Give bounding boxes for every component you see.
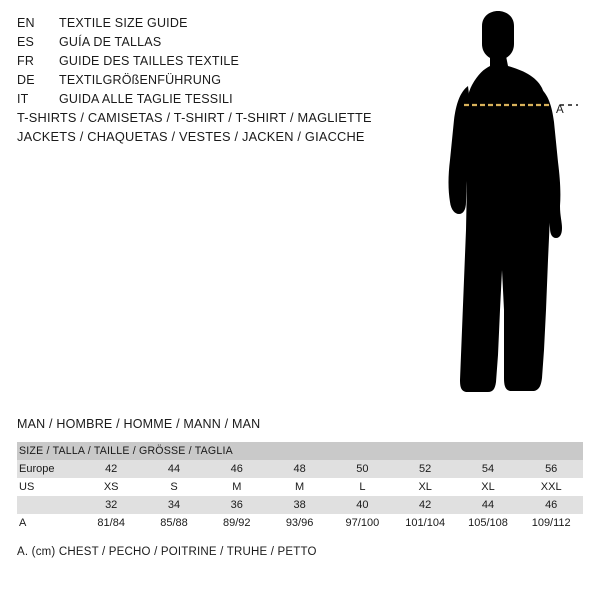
language-row (17, 35, 367, 54)
silhouette-svg (410, 10, 600, 410)
cell: 48 (268, 460, 331, 478)
language-text: GUÍA DE TALLAS (59, 35, 162, 49)
category-list (17, 110, 437, 148)
cell: 38 (268, 496, 331, 514)
language-text: TEXTILGRÖßENFÜHRUNG (59, 73, 222, 87)
cell: 54 (457, 460, 520, 478)
cell: 56 (519, 460, 583, 478)
row-label-us: US (17, 478, 80, 496)
table-footnote: A. (cm) CHEST / PECHO / POITRINE / TRUHE / PETTO (17, 546, 317, 558)
table-row (17, 460, 583, 478)
table-row (17, 514, 583, 532)
language-code: EN (17, 16, 35, 30)
language-row (17, 54, 367, 73)
cell: 42 (80, 460, 143, 478)
cell: XS (80, 478, 143, 496)
cell: 89/92 (205, 514, 268, 532)
cell: 46 (205, 460, 268, 478)
table-title: MAN / HOMBRE / HOMME / MANN / MAN (17, 417, 261, 431)
cell: 97/100 (331, 514, 394, 532)
table-row (17, 496, 583, 514)
row-label-a: A (17, 514, 80, 532)
language-text: GUIDA ALLE TAGLIE TESSILI (59, 92, 233, 106)
cell: 42 (394, 496, 457, 514)
cell: 105/108 (457, 514, 520, 532)
language-code: DE (17, 73, 35, 87)
cell: M (205, 478, 268, 496)
cell: 109/112 (519, 514, 583, 532)
language-code: ES (17, 35, 35, 49)
size-table (17, 442, 583, 532)
cell: 34 (143, 496, 206, 514)
cell: 36 (205, 496, 268, 514)
cell: 52 (394, 460, 457, 478)
cell: L (331, 478, 394, 496)
table-row-header (17, 442, 583, 460)
language-text: TEXTILE SIZE GUIDE (59, 16, 188, 30)
language-row (17, 16, 367, 35)
table-row (17, 478, 583, 496)
category-jackets: JACKETS / CHAQUETAS / VESTES / JACKEN / GIACCHE (17, 129, 365, 144)
cell: 40 (331, 496, 394, 514)
cell: 46 (519, 496, 583, 514)
language-code: FR (17, 54, 35, 68)
size-table-wrapper (17, 442, 583, 532)
cell: 101/104 (394, 514, 457, 532)
language-list (17, 16, 367, 111)
cell: 32 (80, 496, 143, 514)
cell: S (143, 478, 206, 496)
male-silhouette-figure (410, 10, 600, 410)
language-row (17, 73, 367, 92)
cell: 50 (331, 460, 394, 478)
cell: 93/96 (268, 514, 331, 532)
cell: 44 (143, 460, 206, 478)
cell: 85/88 (143, 514, 206, 532)
cell: 44 (457, 496, 520, 514)
language-row (17, 92, 367, 111)
category-tshirts: T-SHIRTS / CAMISETAS / T-SHIRT / T-SHIRT / MAGLIETTE (17, 110, 372, 125)
measure-label-a: A (556, 104, 565, 116)
row-label-europe: Europe (17, 460, 80, 478)
table-header-label: SIZE / TALLA / TAILLE / GRÖSSE / TAGLIA (17, 442, 583, 460)
language-text: GUIDE DES TAILLES TEXTILE (59, 54, 240, 68)
cell: M (268, 478, 331, 496)
cell: XL (394, 478, 457, 496)
cell: XXL (519, 478, 583, 496)
cell: XL (457, 478, 520, 496)
row-label-blank (17, 496, 80, 514)
language-code: IT (17, 92, 29, 106)
cell: 81/84 (80, 514, 143, 532)
